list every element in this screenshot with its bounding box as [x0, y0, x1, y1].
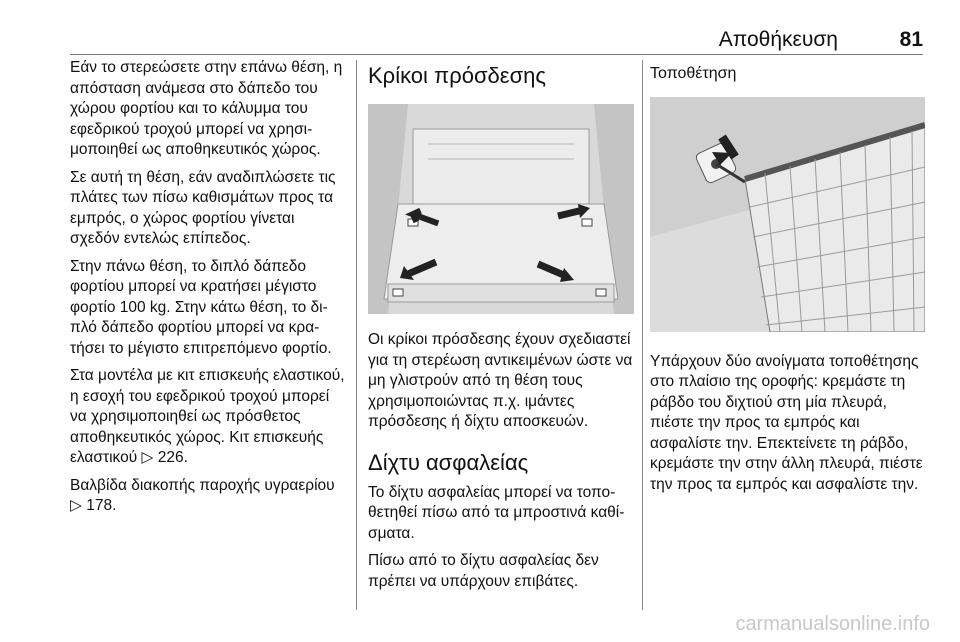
paragraph: Πίσω από το δίχτυ ασφαλείας δεν πρέπει να υπάρχουν επιβάτες. [368, 552, 599, 590]
section-title: Αποθήκευση [718, 28, 838, 51]
paragraph: Υπάρχουν δύο ανοίγματα τοποθέτησης στο πλαίσιο της οροφής: κρεμάστε τη ράβδο του διχτιού στη μία πλευρά, πιέστε την προς τα εμπρός και ασφαλίστε την. Επεκτείνετε τη ράβδο, κρεμάστε την στην άλλη πλευρά, πιέστε την προς τα εμπρός και ασφαλίστε την. [650, 352, 923, 493]
column-divider-2 [642, 60, 643, 610]
safety-net-illustration [650, 97, 925, 332]
section-heading: Δίχτυ ασφαλείας [368, 449, 529, 475]
paragraph: Βαλβίδα διακοπής παροχής υγραερίου ▷ 178. [70, 476, 335, 514]
paragraph: Στα μοντέλα με κιτ επισκευής ελαστικού, η εσοχή του εφεδρικού τροχού μπορεί να χρησιμοποιηθεί ως πρόσθετος αποθηκευτικός χώρος. Κιτ επισκευής ελαστικού ▷ 226. [70, 367, 345, 466]
paragraph: Το δίχτυ ασφαλείας μπορεί να τοποθετηθεί πίσω από τα μπροστινά καθίσματα. [368, 483, 625, 542]
column-divider-1 [356, 60, 357, 610]
header-divider [70, 54, 923, 55]
column-1 [70, 58, 346, 524]
watermark: carmanualsonline.info [735, 613, 930, 635]
paragraph: Σε αυτή τη θέση, εάν αναδιπλώσετε τις πλάτες των πίσω καθισμάτων προς τα εμπρός, ο χώρος φορτίου γίνεται σχεδόν εντελώς επίπεδος. [70, 168, 336, 247]
tie-down-lugs-illustration [368, 104, 634, 314]
paragraph: Στην πάνω θέση, το διπλό δάπεδο φορτίου μπορεί να κρατήσει μέγιστο φορτίο 100 kg. Στην κάτω θέση, το διπλό δάπεδο φορτίου μπορεί να κρατήσει το μέγιστο επιτρεπόμενο φορτίο. [70, 257, 332, 357]
cargo-floor-illustration [368, 104, 634, 314]
section-heading: Κρίκοι πρόσδεσης [368, 63, 547, 88]
page-header [70, 22, 923, 58]
paragraph: Οι κρίκοι πρόσδεσης έχουν σχεδιαστεί για τη στερέωση αντικειμένων ώστε να μη γλιστρούν από τη θέση τους χρησιμοποιώντας π.χ. ιμάντες πρόσδεσης ή δίχτυ αποσκευών. [368, 331, 633, 430]
safety-net-mounting-illustration [650, 97, 925, 332]
paragraph: Εάν το στερεώσετε στην επάνω θέση, η απόσταση ανάμεσα στο δάπεδο του χώρου φορτίου και το κάλυμμα του εφεδρικού τροχού μπορεί να χρησιμοποιηθεί ως αποθηκευτικός χώρος. [70, 59, 343, 158]
page-number: 81 [899, 28, 923, 51]
section-heading: Τοποθέτηση [650, 65, 737, 82]
column-2 [368, 58, 634, 599]
column-3 [650, 58, 925, 502]
